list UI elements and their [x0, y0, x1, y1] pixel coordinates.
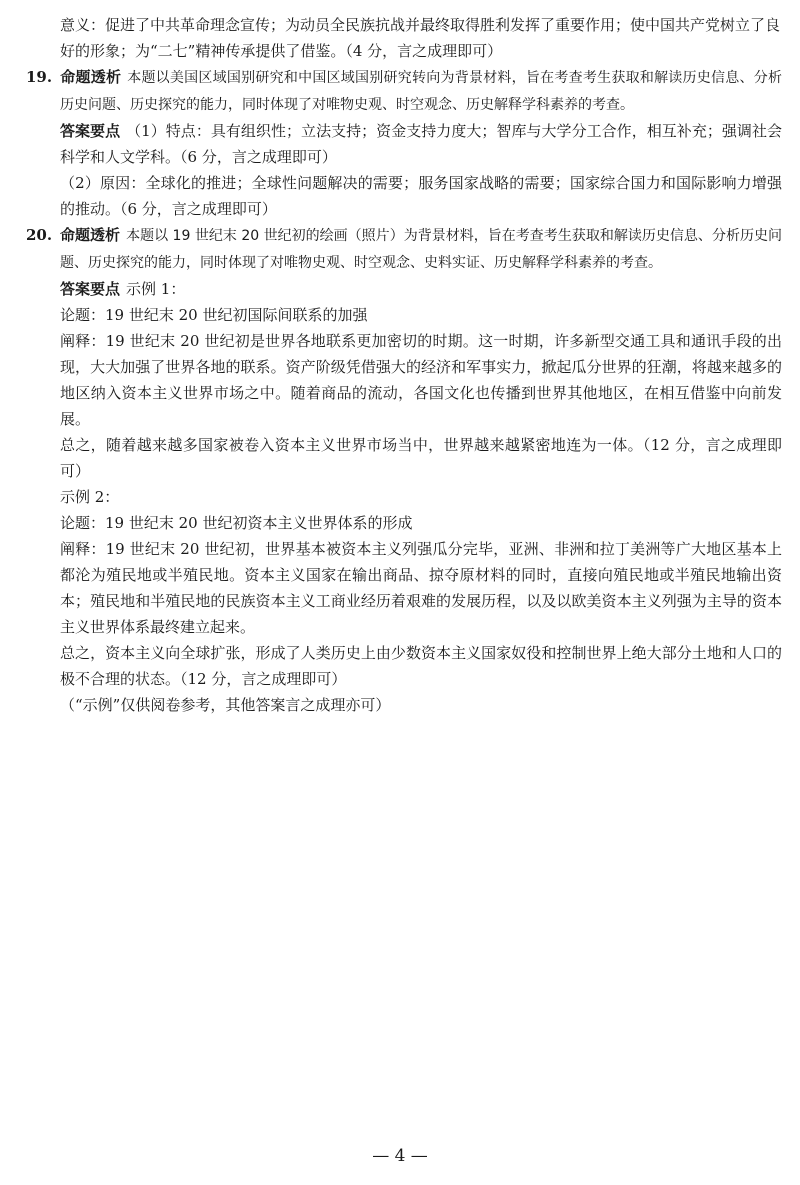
q20-example1-explain: 阐释：19 世纪末 20 世纪初是世界各地联系更加密切的时期。这一时期，许多新型交通工具和通讯手段的出现，大大加强了世界各地的联系。资产阶级凭借强大的经济和军事实力，掀起瓜分世界的狂潮，将越来越多的地区纳入资本主义世界市场之中。随着商品的流动，各国文化也传播到世界其他地区，在相互借鉴中向前发展。: [60, 332, 782, 428]
q20-analysis: [22, 222, 782, 276]
q19-answer-2: （2）原因：全球化的推进；全球性问题解决的需要；服务国家战略的需要；国家综合国力和国际影响力增强的推动。（6 分，言之成理即可）: [60, 174, 782, 218]
q20-analysis-text: 本题以 19 世纪末 20 世纪初的绘画（照片）为背景材料，旨在考查考生获取和解读历史信息、分析历史问题、历史探究的能力，同时体现了对唯物史观、时空观念、史料实证、历史解释学科素养的考查。: [60, 228, 782, 271]
q20-example2-summary: 总之，资本主义向全球扩张，形成了人类历史上由少数资本主义国家奴役和控制世界上绝大部分土地和人口的极不合理的状态。（12 分，言之成理即可）: [60, 644, 782, 688]
page-number: — 4 —: [372, 1146, 428, 1166]
q20-example2-topic: 论题：19 世纪末 20 世纪初资本主义世界体系的形成: [60, 514, 413, 532]
q19-answer-1: [22, 118, 782, 170]
q19-analysis-text: 本题以美国区域国别研究和中国区域国别研究转向为背景材料，旨在考查考生获取和解读历史信息、分析历史问题、历史探究的能力，同时体现了对唯物史观、时空观念、历史解释学科素养的考查。: [60, 70, 782, 113]
q20-example1-label: 示例 1：: [126, 280, 186, 298]
q20-example2-label: 示例 2：: [60, 488, 120, 506]
q20-analysis-label: 命题透析: [60, 226, 121, 244]
q20-answer-label: 答案要点: [60, 280, 121, 298]
q20-note: （“示例”仅供阅卷参考，其他答案言之成理亦可）: [60, 696, 391, 714]
q20-example1-topic: 论题：19 世纪末 20 世纪初国际间联系的加强: [60, 306, 368, 324]
q19-answer-label: 答案要点: [60, 122, 121, 140]
q18-tail-line2: 好的形象；为“二七”精神传承提供了借鉴。（4 分，言之成理即可）: [60, 42, 503, 60]
q18-tail-line1: 意义：促进了中共革命理念宣传；为动员全民族抗战并最终取得胜利发挥了重要作用；使中国共产党树立了良: [60, 16, 781, 34]
q19-number: 19.: [26, 68, 53, 86]
q19-analysis-label: 命题透析: [60, 68, 122, 86]
q19-answer-1-text: （1）特点：具有组织性；立法支持；资金支持力度大；智库与大学分工合作，相互补充；强调社会科学和人文学科。（6 分，言之成理即可）: [60, 122, 782, 166]
q20-example2-explain: 阐释：19 世纪末 20 世纪初，世界基本被资本主义列强瓜分完毕，亚洲、非洲和拉丁美洲等广大地区基本上都沦为殖民地或半殖民地。资本主义国家在输出商品、掠夺原材料的同时，直接向殖民地或半殖民地输出资本；殖民地和半殖民地的民族资本主义工商业经历着艰难的发展历程，以及以欧美资本主义列强为主导的资本主义世界体系最终建立起来。: [60, 540, 782, 636]
q20-answer-header: [22, 276, 782, 302]
q20-example1-summary: 总之，随着越来越多国家被卷入资本主义世界市场当中，世界越来越紧密地连为一体。（12 分，言之成理即可）: [60, 436, 782, 480]
page-content: [22, 12, 782, 718]
q19-analysis: [22, 64, 782, 118]
q20-number: 20.: [26, 226, 53, 244]
